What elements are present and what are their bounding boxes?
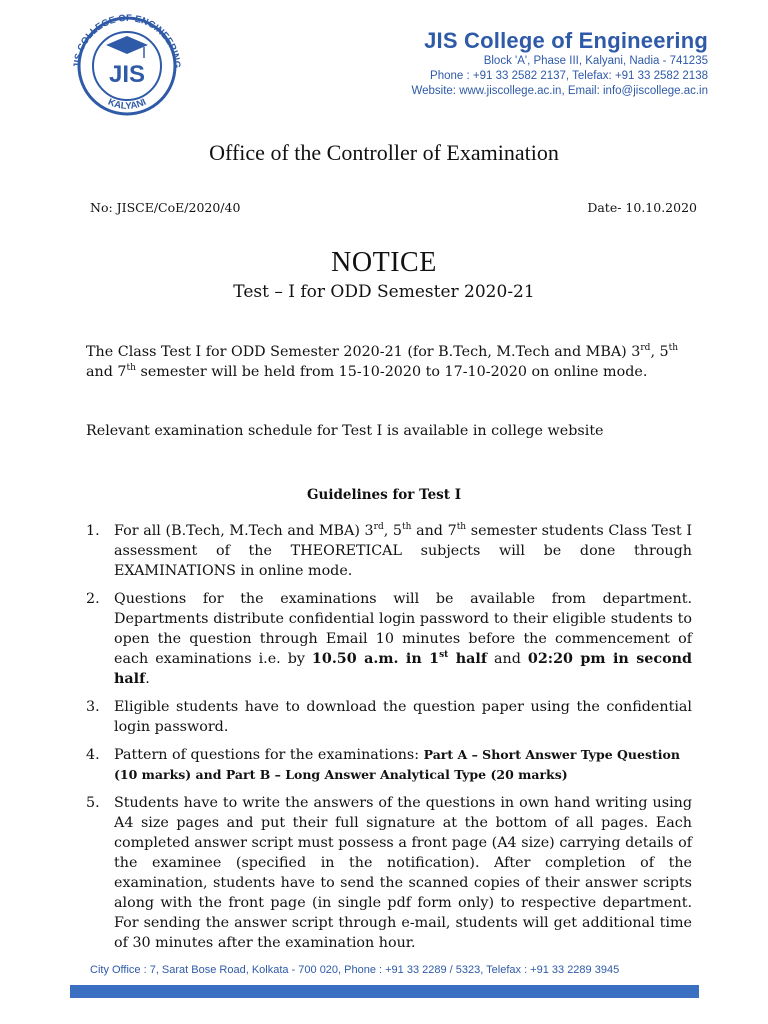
schedule-paragraph: Relevant examination schedule for Test I is available in college website (86, 423, 604, 439)
institute-phone: Phone : +91 33 2582 2137, Telefax: +91 33 2582 2138 (430, 70, 708, 82)
notice-date: Date- 10.10.2020 (587, 200, 697, 215)
list-item: 5. Students have to write the answers of the questions in own hand writing using A4 size pages and put their full signature at the bottom of all pages. Each completed answer script must possess a front page (A4 size) carrying details of the examinee (specified in the notification). After completion of the examination, students have to send the scanned copies of their answer scripts along with the front page (in single pdf form only) to respective department. For sending the answer script through e-mail, students will get additional time of 30 minutes after the examination hour. (86, 795, 692, 951)
guidelines-heading: Guidelines for Test I (306, 487, 462, 503)
logo-bottom-text: KALYANI (106, 96, 148, 112)
list-item: 3. Eligible students have to download the question paper using the confidential login password. (86, 699, 692, 735)
intro-paragraph: The Class Test I for ODD Semester 2020-21 (for B.Tech, M.Tech and MBA) 3rd, 5th and 7th semester will be held from 15-10-2020 to 17-10-2020 on online mode. (86, 343, 679, 380)
list-item: 4. Pattern of questions for the examinations: Part A – Short Answer Type Question (10 marks) and Part B – Long Answer Analytical Type (20 marks) (86, 747, 680, 782)
logo-letters: JIS (108, 61, 146, 88)
reference-number: No: JISCE/CoE/2020/40 (90, 200, 241, 215)
footer-bar (70, 985, 699, 998)
notice-heading: NOTICE (331, 247, 437, 278)
college-logo (66, 10, 188, 116)
institute-header (411, 28, 708, 99)
guidelines-list (86, 521, 692, 961)
institute-address: Block 'A', Phase III, Kalyani, Nadia - 741235 (483, 55, 708, 67)
svg-text:KALYANI (106, 97, 148, 112)
test-title: Test – I for ODD Semester 2020-21 (233, 282, 535, 302)
institute-website: Website: www.jiscollege.ac.in, Email: info@jiscollege.ac.in (411, 85, 708, 97)
institute-name: JIS College of Engineering (424, 28, 708, 53)
logo-ring-text: JIS COLLEGE OF ENGINEERING (71, 12, 183, 69)
list-item: 2. Questions for the examinations will be available from department. Departments distribute confidential login password to their eligible students to open the question through Email 10 minutes before the commencement of each examinations i.e. by 10.50 a.m. in 1st half and 02:20 pm in second half. (86, 591, 692, 687)
office-title: Office of the Controller of Examination (209, 140, 559, 165)
footer-city-office: City Office : 7, Sarat Bose Road, Kolkata - 700 020, Phone : +91 33 2289 / 5323, Telefax : +91 33 2289 3945 (90, 964, 620, 976)
list-item: 1. For all (B.Tech, M.Tech and MBA) 3rd, 5th and 7th semester students Class Test I assessment of the THEORETICAL subjects will be done through EXAMINATIONS in online mode. (86, 522, 692, 579)
